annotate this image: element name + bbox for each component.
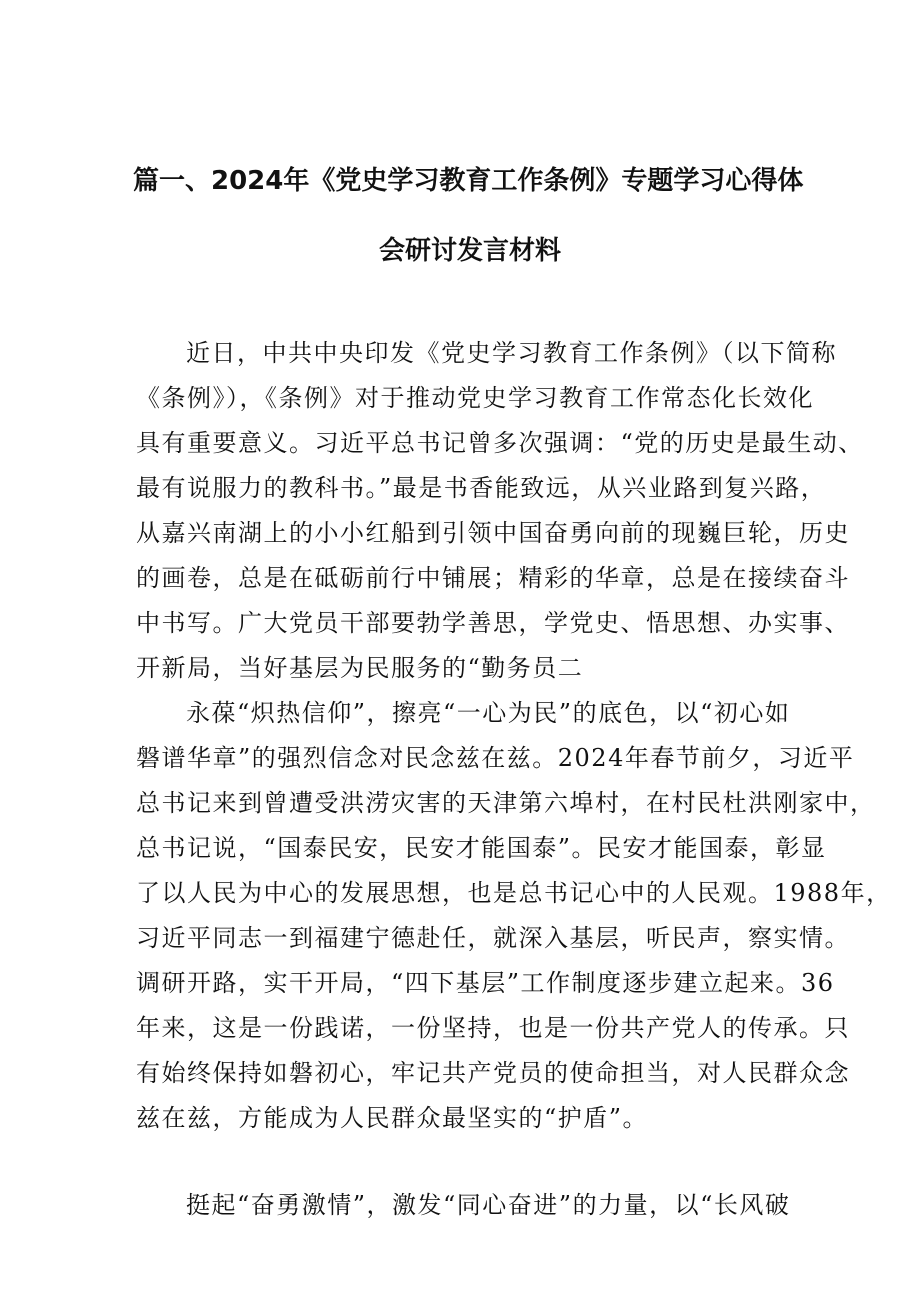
paragraph-1-line-4: 最有说服力的教科书。”最是书香能致远，从兴业路到复兴路， (136, 474, 827, 502)
document-title-line-2: 会研讨发言材料 (379, 236, 562, 266)
paragraph-2-line-5: 了以人民为中心的发展思想，也是总书记心中的人民观。1988年， (136, 879, 892, 907)
paragraph-1-line-8: 开新局，当好基层为民服务的“勤务员二 (136, 654, 584, 682)
paragraph-2-line-9: 有始终保持如磐初心，牢记共产党员的使命担当，对人民群众念 (136, 1059, 850, 1087)
paragraph-3-line-1: 挺起“奋勇激情”，激发“同心奋进”的力量，以“长风破 (186, 1191, 791, 1219)
paragraph-2-line-2: 磐谱华章”的强烈信念对民念兹在兹。2024年春节前夕，习近平 (136, 744, 855, 772)
document-title-line-1: 篇一、2024年《党史学习教育工作条例》专题学习心得体 (133, 166, 804, 196)
paragraph-2-line-6: 习近平同志一到福建宁德赴任，就深入基层，听民声，察实情。 (136, 924, 850, 952)
paragraph-1-line-7: 中书写。广大党员干部要勃学善思，学党史、悟思想、办实事、 (136, 609, 850, 637)
paragraph-2-line-8: 年来，这是一份践诺，一份坚持，也是一份共产党人的传承。只 (136, 1014, 850, 1042)
paragraph-1-line-3: 具有重要意义。习近平总书记曾多次强调：“党的历史是最生动、 (136, 429, 864, 457)
paragraph-1-line-5: 从嘉兴南湖上的小小红船到引领中国奋勇向前的现巍巨轮，历史 (136, 519, 850, 547)
paragraph-2-line-7: 调研开路，实干开局，“四下基层”工作制度逐步建立起来。36 (136, 969, 835, 997)
paragraph-2-line-1: 永葆“炽热信仰”，擦亮“一心为民”的底色，以“初心如 (186, 699, 791, 727)
paragraph-1-line-1: 近日，中共中央印发《党史学习教育工作条例》（以下简称 (186, 339, 837, 367)
paragraph-2-line-3: 总书记来到曾遭受洪涝灾害的天津第六埠村，在村民杜洪刚家中， (136, 789, 876, 817)
paragraph-1-line-2: 《条例》），《条例》对于推动党史学习教育工作常态化长效化 (136, 384, 814, 412)
paragraph-2-line-10: 兹在兹，方能成为人民群众最坚实的“护盾”。 (136, 1104, 649, 1132)
paragraph-2-line-4: 总书记说，“国泰民安，民安才能国泰”。民安才能国泰，彰显 (136, 834, 827, 862)
paragraph-1-line-6: 的画卷，总是在砥砺前行中铺展；精彩的华章，总是在接续奋斗 (136, 564, 850, 592)
